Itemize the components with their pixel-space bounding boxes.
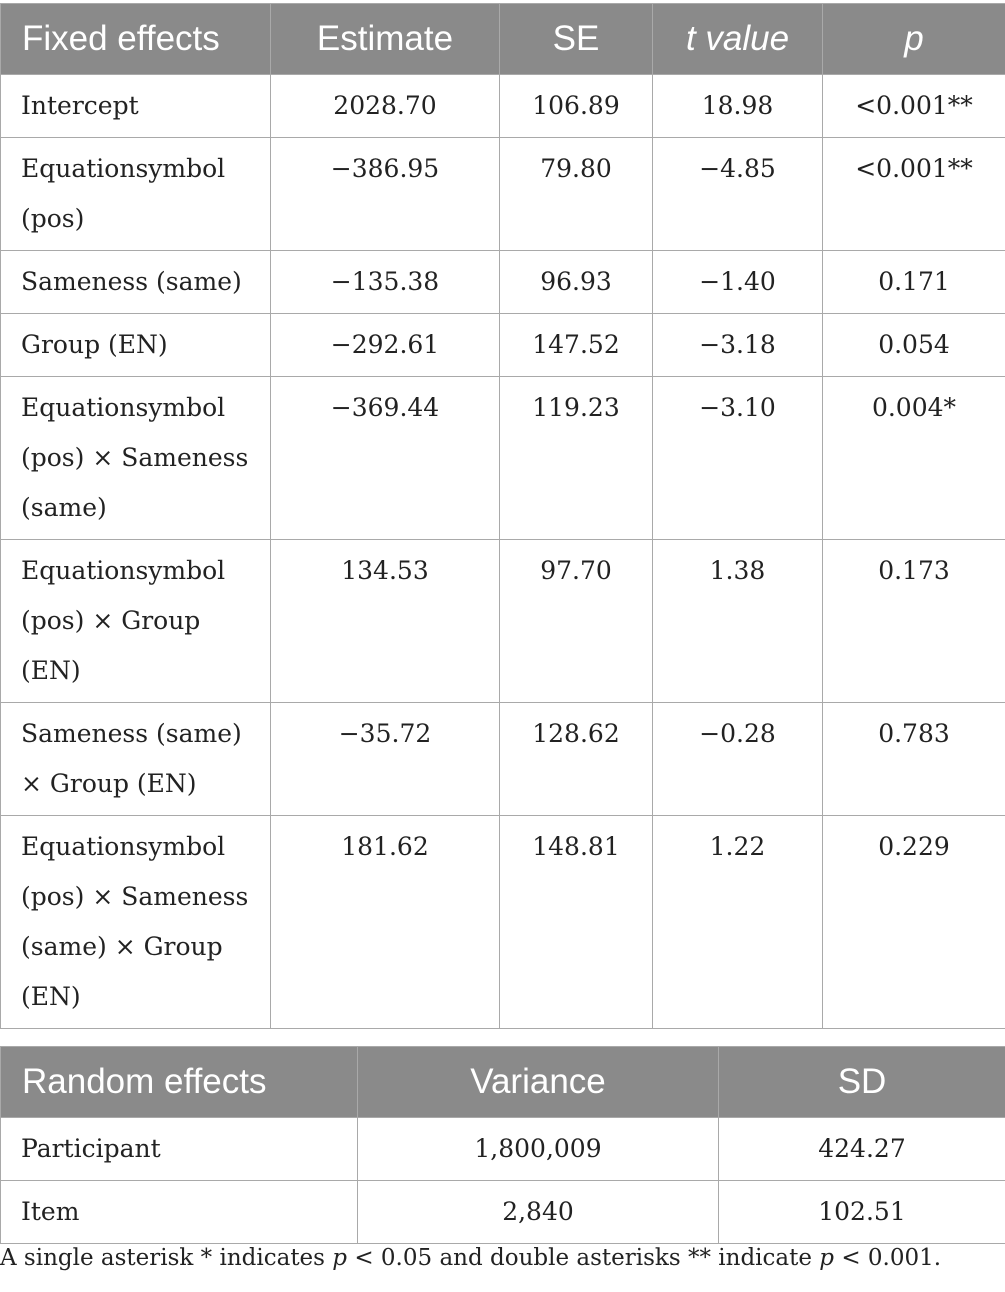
footnote-p-symbol: p [819, 1245, 835, 1271]
t-value-cell: −3.18 [653, 314, 823, 377]
se-cell: 96.93 [500, 251, 653, 314]
footnote-p-symbol: p [332, 1245, 348, 1271]
estimate-cell: −292.61 [271, 314, 500, 377]
header-variance: Variance [358, 1047, 719, 1118]
row-label: Equationsymbol (pos) × Group (EN) [1, 540, 271, 703]
row-label: Equationsymbol (pos) [1, 138, 271, 251]
fixed-effects-table [0, 3, 1005, 1029]
row-label: Intercept [1, 75, 271, 138]
se-cell: 79.80 [500, 138, 653, 251]
estimate-cell: 134.53 [271, 540, 500, 703]
p-value-cell: 0.004* [823, 377, 1005, 540]
estimate-cell: −135.38 [271, 251, 500, 314]
row-label: Equationsymbol (pos) × Sameness (same) × Group (EN) [1, 816, 271, 1029]
row-label: Participant [1, 1118, 358, 1181]
p-value-cell: 0.171 [823, 251, 1005, 314]
footnote-text: < 0.05 and double asterisks ** indicate [347, 1245, 820, 1271]
se-cell: 97.70 [500, 540, 653, 703]
footnote-text: A single asterisk * indicates [0, 1245, 333, 1271]
table-row [1, 1118, 1005, 1181]
table-row [1, 75, 1005, 138]
row-label: Sameness (same) × Group (EN) [1, 703, 271, 816]
se-cell: 148.81 [500, 816, 653, 1029]
se-cell: 106.89 [500, 75, 653, 138]
variance-cell: 2,840 [358, 1181, 719, 1244]
p-value-cell: 0.229 [823, 816, 1005, 1029]
se-cell: 119.23 [500, 377, 653, 540]
table-row [1, 251, 1005, 314]
random-effects-header-row [1, 1047, 1005, 1118]
footnote-text: < 0.001. [834, 1245, 942, 1271]
table-row [1, 377, 1005, 540]
se-cell: 128.62 [500, 703, 653, 816]
p-value-cell: 0.173 [823, 540, 1005, 703]
header-random-effects: Random effects [1, 1047, 358, 1118]
table-row [1, 1181, 1005, 1244]
t-value-cell: −4.85 [653, 138, 823, 251]
header-t-value-text: t value [685, 19, 790, 58]
fixed-effects-header-row [1, 4, 1005, 75]
row-label: Item [1, 1181, 358, 1244]
table-row [1, 703, 1005, 816]
estimate-cell: −369.44 [271, 377, 500, 540]
t-value-cell: −1.40 [653, 251, 823, 314]
header-p [823, 4, 1005, 75]
se-cell: 147.52 [500, 314, 653, 377]
row-label: Group (EN) [1, 314, 271, 377]
estimate-cell: 181.62 [271, 816, 500, 1029]
table-row [1, 540, 1005, 703]
p-value-cell: <0.001** [823, 138, 1005, 251]
header-fixed-effects: Fixed effects [1, 4, 271, 75]
estimate-cell: 2028.70 [271, 75, 500, 138]
header-t-value [653, 4, 823, 75]
t-value-cell: 18.98 [653, 75, 823, 138]
row-label: Equationsymbol (pos) × Sameness (same) [1, 377, 271, 540]
header-estimate: Estimate [271, 4, 500, 75]
sd-cell: 424.27 [719, 1118, 1005, 1181]
random-effects-table [0, 1046, 1005, 1244]
p-value-cell: <0.001** [823, 75, 1005, 138]
header-se: SE [500, 4, 653, 75]
t-value-cell: −3.10 [653, 377, 823, 540]
estimate-cell: −386.95 [271, 138, 500, 251]
p-value-cell: 0.054 [823, 314, 1005, 377]
t-value-cell: −0.28 [653, 703, 823, 816]
header-p-text: p [904, 19, 924, 58]
p-value-cell: 0.783 [823, 703, 1005, 816]
header-sd: SD [719, 1047, 1005, 1118]
sd-cell: 102.51 [719, 1181, 1005, 1244]
variance-cell: 1,800,009 [358, 1118, 719, 1181]
table-row [1, 138, 1005, 251]
table-footnote [0, 1245, 1005, 1271]
table-row [1, 314, 1005, 377]
t-value-cell: 1.38 [653, 540, 823, 703]
row-label: Sameness (same) [1, 251, 271, 314]
table-row [1, 816, 1005, 1029]
estimate-cell: −35.72 [271, 703, 500, 816]
t-value-cell: 1.22 [653, 816, 823, 1029]
